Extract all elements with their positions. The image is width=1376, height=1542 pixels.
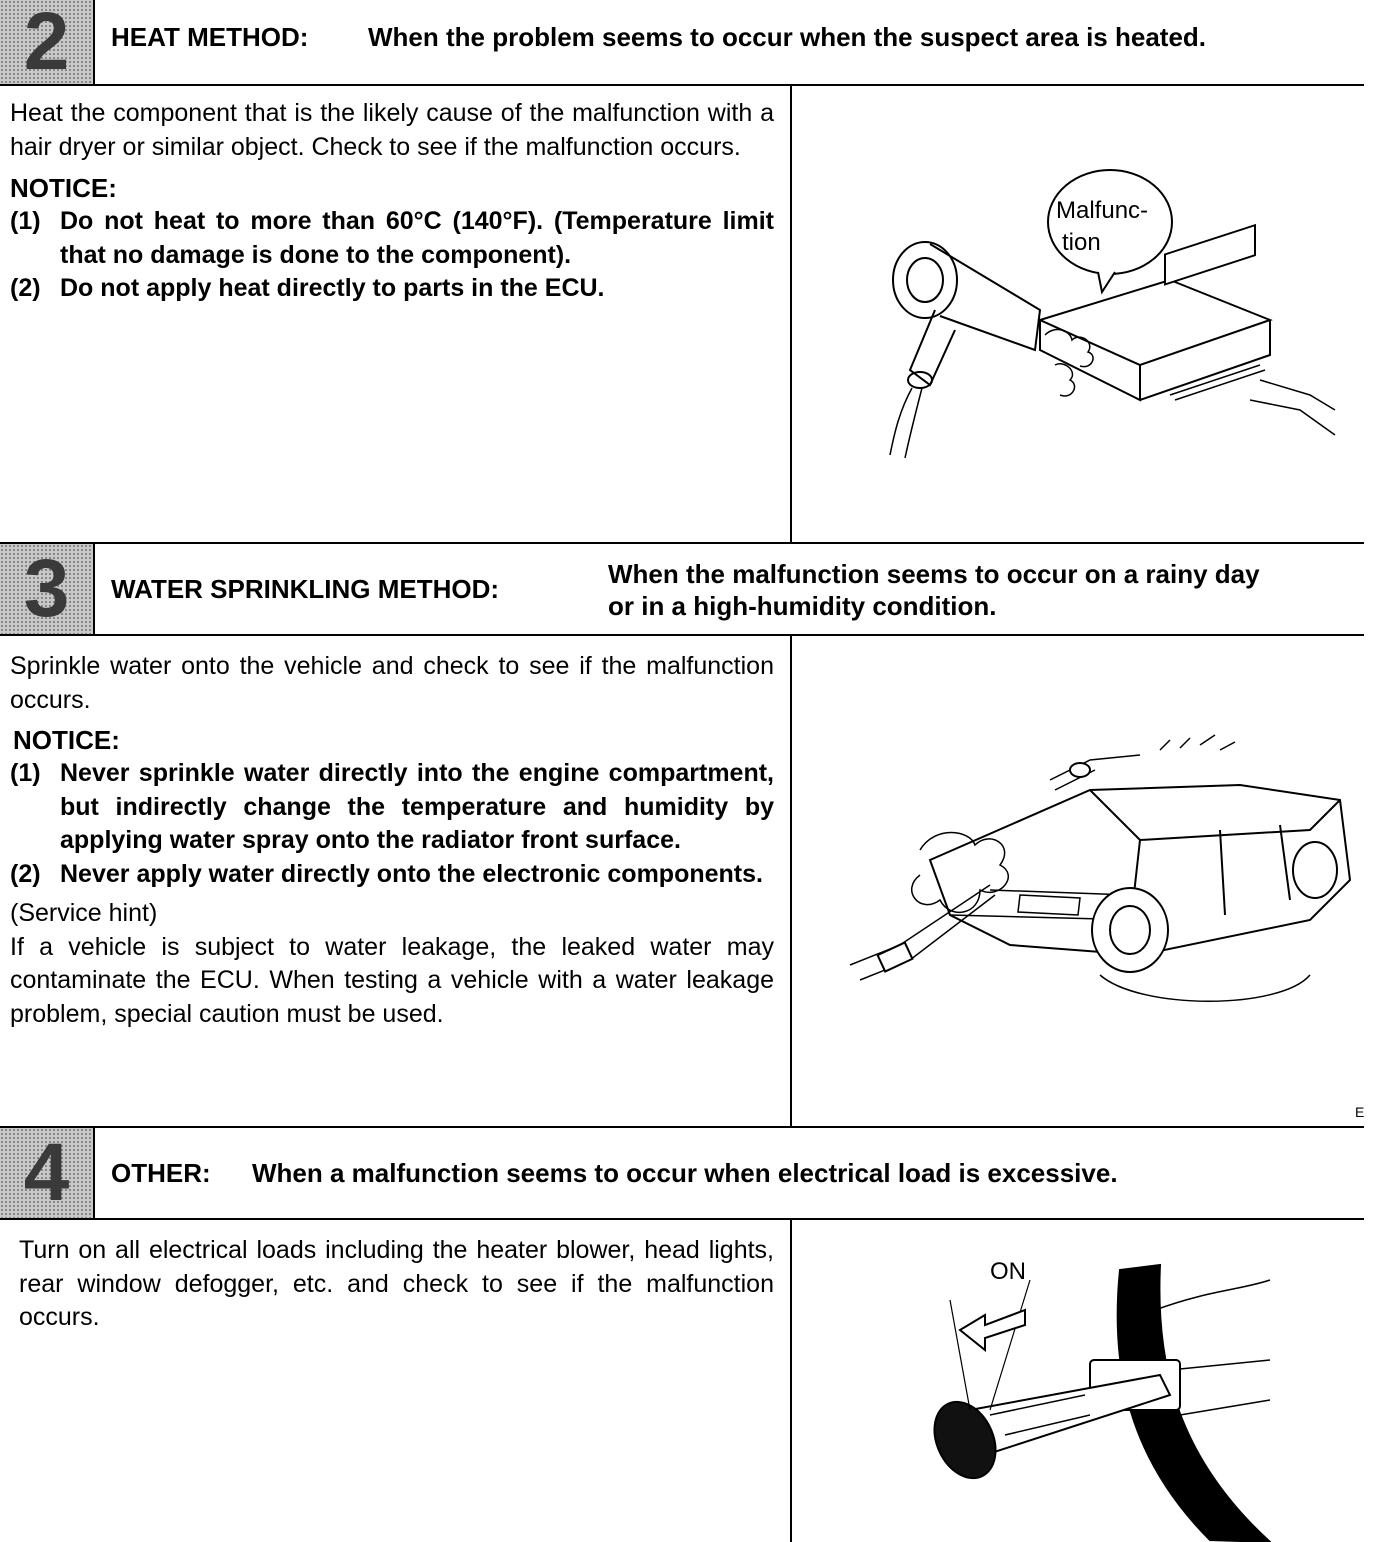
method-condition-line1: When the malfunction seems to occur on a rainy day [608,559,1260,589]
notice-item-text: Never apply water directly onto the electronic components. [60,859,763,888]
intro-paragraph: Sprinkle water onto the vehicle and check to see if the malfunction occurs. [10,652,774,714]
intro-paragraph: Turn on all electrical loads including the heater blower, head lights, rear window defogger, etc. and check to see if the malfunction occurs. [19,1236,774,1331]
margin-mark: E [1355,1104,1365,1120]
light-switch-stalk-illustration [910,1250,1280,1542]
notice-item-label: (1) [10,759,41,787]
car-water-spray-illustration [840,730,1360,1020]
section-4-text [0,1234,791,1335]
bubble-text-line1: Malfunc- [1056,197,1149,224]
notice-item-label: (1) [10,207,41,235]
notice-item-text: Do not apply heat directly to parts in the ECU. [60,274,605,302]
on-label: ON [990,1258,1026,1285]
notice-item [10,205,774,272]
notice-item-text: Do not heat to more than 60°C (140°F). (Temperature limit that no damage is done to the component). [60,207,774,269]
notice-item-label: (2) [10,859,41,888]
notice-item-text: Never sprinkle water directly into the engine compartment, but indirectly change the temperature and humidity by applying water spray onto the radiator front surface. [60,759,774,854]
intro-paragraph: Heat the component that is the likely cause of the malfunction with a hair dryer or similar object. Check to see if the malfunction occurs. [10,99,774,161]
section-4-header [0,1128,1364,1220]
notice-item-label: (2) [10,274,41,302]
section-2-text [0,97,791,306]
hair-dryer-ecu-illustration [840,160,1340,460]
method-title: WATER SPRINKLING METHOD: [111,574,500,604]
section-number-box [0,1128,95,1218]
service-hint-label: (Service hint) [10,899,158,927]
notice-heading: NOTICE: [13,725,120,755]
section-3-text [0,650,791,1031]
method-title: HEAT METHOD: [111,22,309,52]
section-number: 4 [23,1127,70,1218]
notice-item [10,858,774,892]
method-condition: When the problem seems to occur when the suspect area is heated. [368,22,1207,52]
method-title: OTHER: [111,1158,211,1188]
bubble-text-line2: tion [1062,229,1101,256]
service-hint-text: If a vehicle is subject to water leakage, the leaked water may contaminate the ECU. When testing a vehicle with a water leakage problem, special caution must be used. [10,932,774,1028]
notice-heading: NOTICE: [10,173,117,203]
section-number-box [0,0,95,87]
section-2-header [0,0,1364,86]
method-condition: When a malfunction seems to occur when electrical load is excessive. [252,1158,1118,1188]
column-divider [790,1220,792,1542]
section-3-header [0,544,1364,636]
column-divider [790,86,792,542]
section-number-box [0,544,95,634]
notice-item [10,757,774,858]
section-number: 2 [23,0,70,87]
column-divider [790,636,792,1126]
notice-item [10,272,774,306]
method-condition-line2: or in a high-humidity condition. [608,591,997,621]
section-number: 3 [23,543,70,634]
